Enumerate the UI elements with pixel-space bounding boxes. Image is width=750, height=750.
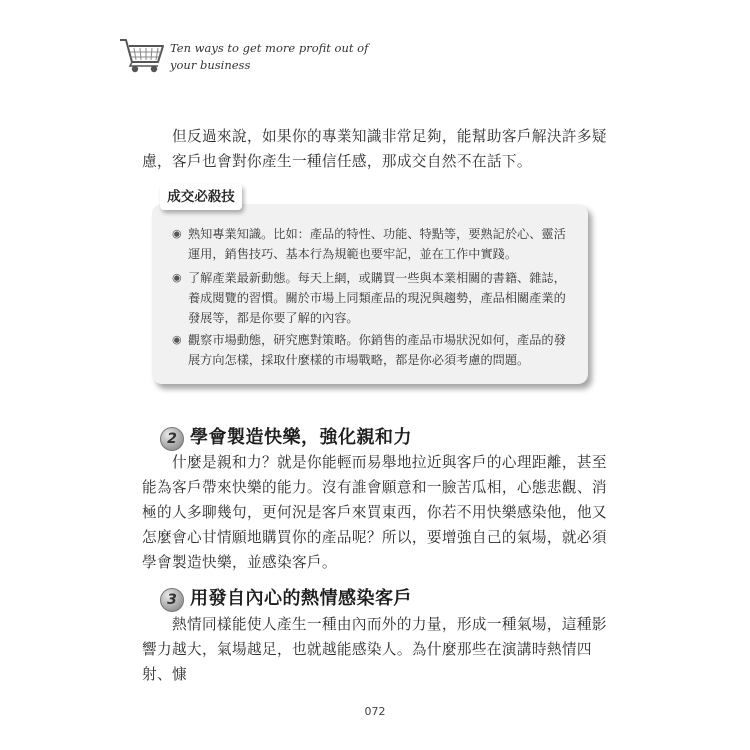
series-title: Ten ways to get more profit out of your business: [170, 41, 369, 72]
section-paragraph: [142, 450, 612, 575]
section-text: 什麼是親和力？就是你能輕而易舉地拉近與客戶的心理距離，甚至能為客戶帶來快樂的能力。沒有誰會願意和一臉苦瓜相，心態悲觀、消極的人多聊幾句，更何況是客戶來買東西，你若不用快樂感染他，他又怎麼會心甘情願地購買你的產品呢？所以，要增強自己的氣場，就必須學會製造快樂，並感染客戶。: [142, 454, 607, 571]
section-title: 學會製造快樂，強化親和力: [190, 427, 412, 448]
section-paragraph: [142, 612, 612, 687]
shopping-cart-icon: [118, 34, 166, 78]
tip-text: 了解產業最新動態。每天上網，或購買一些與本業相關的書籍、雜誌，養成閱覽的習慣。關於市場上同類產品的現況與趨勢，產品相關產業的發展等，都是你要了解的內容。: [188, 271, 566, 325]
tip-text: 觀察市場動態，研究應對策略。你銷售的產品市場狀況如何，產品的發展方向怎樣，採取什麼樣的市場戰略，都是你必須考慮的問題。: [188, 333, 566, 367]
bullet-icon: ◉: [172, 333, 182, 346]
tip-item: [172, 330, 572, 370]
bullet-icon: ◉: [172, 271, 182, 284]
tip-item: [172, 268, 572, 328]
tip-item: [172, 224, 572, 264]
tip-text: 熟知專業知識。比如：產品的特性、功能、特點等，要熟記於心、靈活運用，銷售技巧、基本行為規範也要牢記，並在工作中實踐。: [188, 227, 566, 261]
intro-text: 但反過來說，如果你的專業知識非常足夠，能幫助客戶解決許多疑慮，客戶也會對你產生一種信任感，那成交自然不在話下。: [142, 128, 607, 170]
page-number: 072: [364, 705, 386, 718]
section-number-badge: 2: [160, 427, 184, 451]
section-title: 用發自內心的熱情感染客戶: [190, 588, 412, 609]
section-text: 熱情同樣能使人產生一種由內而外的力量，形成一種氣場，這種影響力越大，氣場越足，也就越能感染人。為什麼那些在演講時熱情四射、慷: [142, 616, 607, 683]
running-header: [118, 34, 378, 82]
section-number-badge: 3: [160, 588, 184, 612]
intro-paragraph: [142, 124, 612, 174]
bullet-icon: ◉: [172, 227, 182, 240]
section-heading: [160, 587, 580, 615]
tips-box-tag: 成交必殺技: [160, 184, 242, 210]
